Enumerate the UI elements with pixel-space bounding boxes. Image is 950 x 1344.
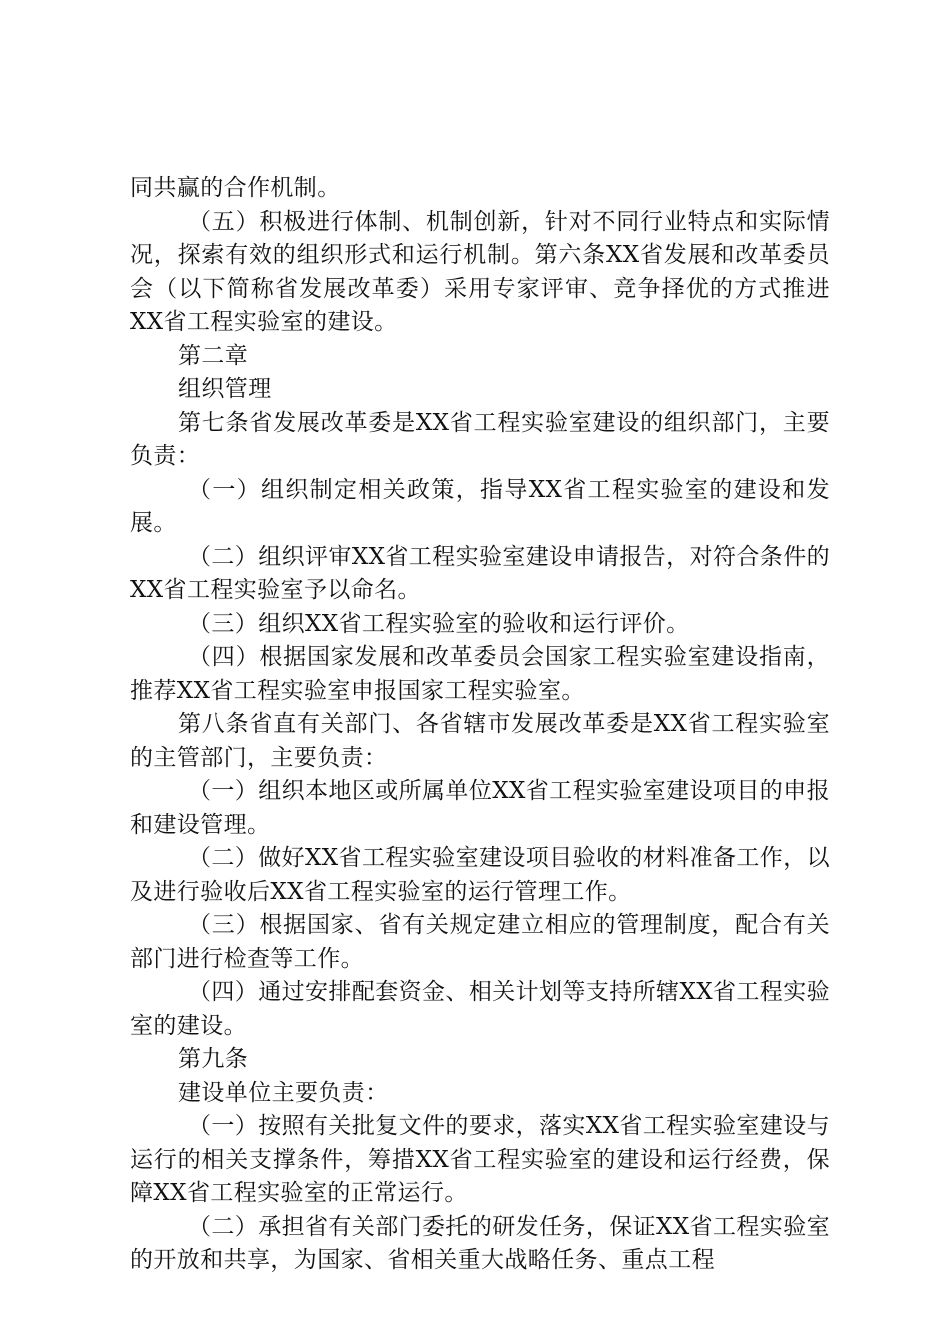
paragraph-item-5: （五）积极进行体制、机制创新，针对不同行业特点和实际情况，探索有效的组织形式和运行机制。第六条XX省发展和改革委员会（以下简称省发展改革委）采用专家评审、竞争择优的方式推进XX省工程实验室的建设。 xyxy=(130,208,830,335)
article-9-intro: 建设单位主要负责： xyxy=(178,1079,389,1106)
article-9-item-2: （二）承担省有关部门委托的研发任务，保证XX省工程实验室的开放和共享，为国家、省相关重大战略任务、重点工程 xyxy=(130,1213,830,1273)
article-7-item-1: （一）组织制定相关政策，指导XX省工程实验室的建设和发展。 xyxy=(130,476,830,536)
article-9: 第九条 xyxy=(178,1046,249,1072)
article-8-item-3: （三）根据国家、省有关规定建立相应的管理制度，配合有关部门进行检查等工作。 xyxy=(130,912,830,972)
article-7-item-4: （四）根据国家发展和改革委员会国家工程实验室建设指南，推荐XX省工程实验室申报国家工程实验室。 xyxy=(130,644,830,704)
article-8-item-2: （二）做好XX省工程实验室建设项目验收的材料准备工作，以及进行验收后XX省工程实验室的运行管理工作。 xyxy=(130,845,830,905)
chapter-title: 组织管理 xyxy=(178,376,272,402)
paragraph-continuation: 同共赢的合作机制。 xyxy=(130,175,341,201)
article-7: 第七条省发展改革委是XX省工程实验室建设的组织部门，主要负责： xyxy=(130,409,830,469)
article-8-item-1: （一）组织本地区或所属单位XX省工程实验室建设项目的申报和建设管理。 xyxy=(130,778,830,838)
article-9-item-1: （一）按照有关批复文件的要求，落实XX省工程实验室建设与运行的相关支撑条件，筹措XX省工程实验室的建设和运行经费，保障XX省工程实验室的正常运行。 xyxy=(130,1113,830,1206)
article-8-item-4: （四）通过安排配套资金、相关计划等支持所辖XX省工程实验室的建设。 xyxy=(130,979,830,1039)
document-body xyxy=(130,172,830,1278)
article-8: 第八条省直有关部门、各省辖市发展改革委是XX省工程实验室的主管部门，主要负责： xyxy=(130,711,830,771)
chapter-number: 第二章 xyxy=(178,342,249,369)
article-7-item-3: （三）组织XX省工程实验室的验收和运行评价。 xyxy=(188,610,690,637)
article-7-item-2: （二）组织评审XX省工程实验室建设申请报告，对符合条件的XX省工程实验室予以命名。 xyxy=(130,543,830,603)
